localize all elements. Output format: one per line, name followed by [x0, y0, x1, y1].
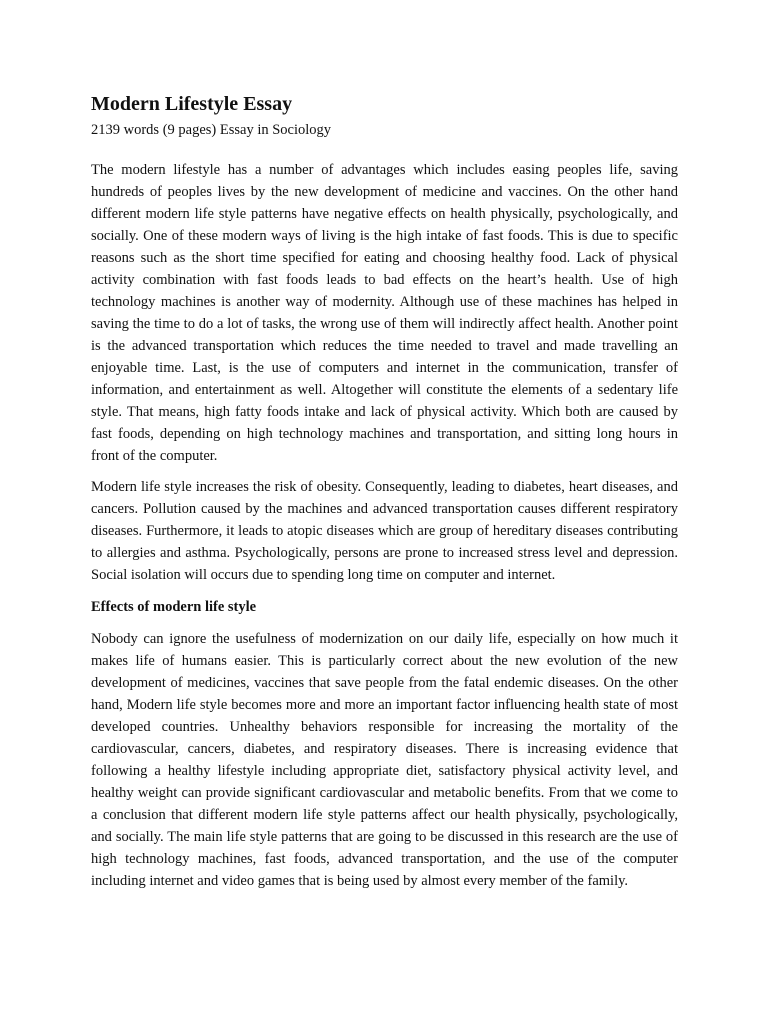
document-title: Modern Lifestyle Essay — [91, 93, 293, 115]
paragraph-intro: The modern lifestyle has a number of advantages which includes easing peoples life, saving hundreds of peoples lives by the new development of medicine and vaccines. On the other hand different modern life style patterns have negative effects on health physically, psychologically, and socially. One of these modern ways of living is the high intake of fast foods. This is due to specific reasons such as the short time specified for eating and choosing healthy food. Lack of physical activity combination with fast foods leads to bad effects on the heart’s health. Use of high technology machines is another way of modernity. Although use of these machines has helped in saving the time to do a lot of tasks, the wrong use of them will indirectly affect health. Another point is the advanced transportation which reduces the time needed to travel and made travelling an enjoyable time. Last, is the use of computers and internet in the communication, transfer of information, and entertainment as well. Altogether will constitute the elements of a sedentary life style. That means, high fatty foods intake and lack of physical activity. Which both are caused by fast foods, depending on high technology machines and transportation, and sitting long hours in front of the computer. — [91, 162, 678, 464]
paragraph-effects: Nobody can ignore the usefulness of modernization on our daily life, especially on how much it makes life of humans easier. This is particularly correct about the new evolution of the new development of medicines, vaccines that save people from the fatal endemic diseases. On the other hand, Modern life style becomes more and more an important factor influencing health state of most developed countries. Unhealthy behaviors responsible for increasing the mortality of the cardiovascular, cancers, diabetes, and respiratory diseases. There is increasing evidence that following a healthy lifestyle including appropriate diet, satisfactory physical activity level, and healthy weight can provide significant cardiovascular and metabolic benefits. From that we come to a conclusion that different modern life style patterns affect our health physically, psychologically, and socially. The main life style patterns that are going to be discussed in this research are the use of high technology machines, fast foods, advanced transportation, and the use of the computer including internet and video games that is being used by almost every member of the family. — [91, 631, 678, 889]
paragraph-risks: Modern life style increases the risk of obesity. Consequently, leading to diabetes, heart diseases, and cancers. Pollution caused by the machines and advanced transportation causes different respiratory diseases. Furthermore, it leads to atopic diseases which are group of hereditary diseases contributing to allergies and asthma. Psychologically, persons are prone to increased stress level and depression. Social isolation will occurs due to spending long time on computer and internet. — [91, 479, 678, 583]
section-heading: Effects of modern life style — [91, 599, 257, 615]
document-subtitle: 2139 words (9 pages) Essay in Sociology — [91, 122, 332, 138]
